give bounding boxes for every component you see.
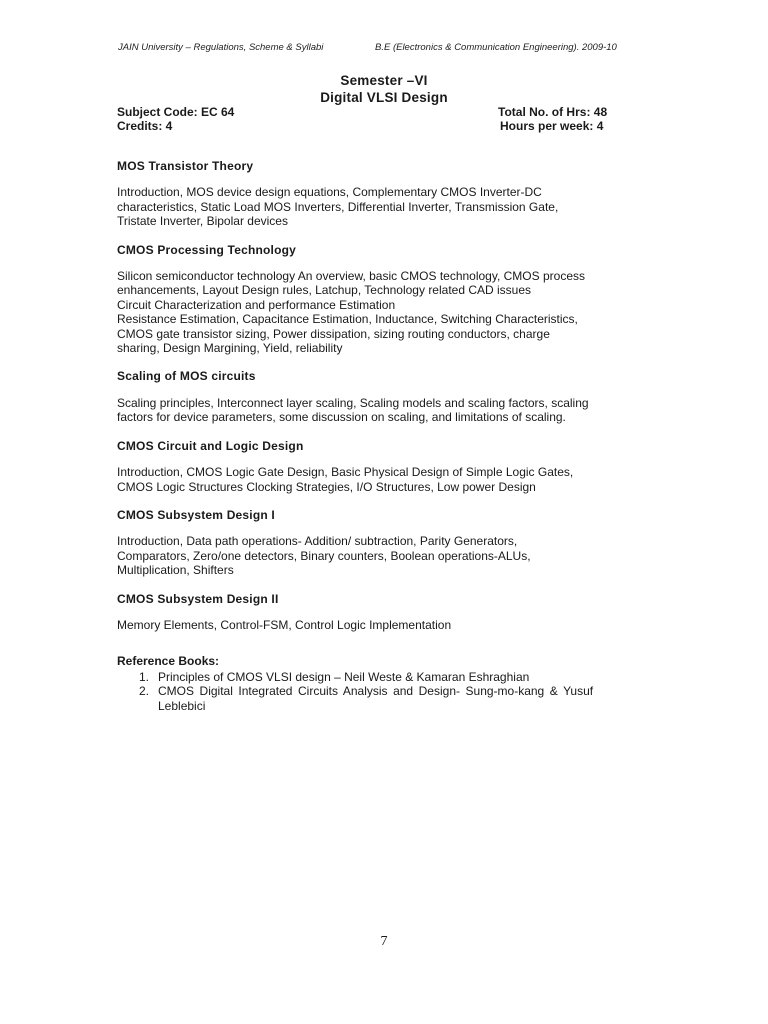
reference-number: 1.: [139, 669, 150, 684]
reference-text: Principles of CMOS VLSI design – Neil Weste & Kamaran Eshraghian: [158, 669, 530, 684]
section-body: [117, 185, 647, 228]
section-cmos-subsystem-design-2: [117, 592, 647, 633]
section-title: CMOS Circuit and Logic Design: [117, 438, 304, 453]
section-title: Scaling of MOS circuits: [117, 369, 256, 384]
reference-text-continued: Leblebici: [158, 698, 206, 713]
section-title: CMOS Subsystem Design I: [117, 507, 275, 522]
credits: Credits: 4: [117, 119, 173, 133]
section-cmos-subsystem-design-1: [117, 508, 647, 578]
section-line: Tristate Inverter, Bipolar devices: [117, 214, 288, 229]
total-hours: Total No. of Hrs: 48: [498, 105, 608, 119]
section-line: Comparators, Zero/one detectors, Binary counters, Boolean operations-ALUs,: [117, 548, 531, 563]
subject-title: Digital VLSI Design: [320, 90, 448, 105]
page-number: 7: [380, 934, 388, 949]
section-line: Resistance Estimation, Capacitance Estimation, Inductance, Switching Characteristics,: [117, 312, 578, 327]
reference-number: 2.: [139, 684, 150, 699]
reference-list: [117, 670, 647, 713]
section-line: enhancements, Layout Design rules, Latchup, Technology related CAD issues: [117, 283, 532, 298]
reference-item: [117, 684, 647, 713]
hours-per-week: Hours per week: 4: [500, 119, 604, 133]
reference-books-title: Reference Books:: [117, 654, 220, 669]
section-line: Silicon semiconductor technology An overview, basic CMOS technology, CMOS process: [117, 269, 585, 284]
section-line: CMOS Logic Structures Clocking Strategies, I/O Structures, Low power Design: [117, 479, 536, 494]
section-cmos-circuit-and-logic-design: [117, 439, 647, 494]
section-title: CMOS Processing Technology: [117, 242, 297, 257]
section-body: [117, 618, 647, 632]
section-line: sharing, Design Margining, Yield, reliability: [117, 341, 343, 356]
section-line: Multiplication, Shifters: [117, 563, 234, 578]
section-title: MOS Transistor Theory: [117, 159, 254, 173]
section-line: Memory Elements, Control-FSM, Control Logic Implementation: [117, 617, 452, 632]
running-header: [118, 42, 658, 53]
subject-code: Subject Code: EC 64: [117, 105, 235, 119]
meta-row-credits: [117, 119, 637, 134]
reference-item: [117, 670, 647, 684]
reference-text: CMOS Digital Integrated Circuits Analysis and Design- Sung-mo-kang & Yusuf: [158, 684, 594, 699]
section-cmos-processing-technology: [117, 243, 647, 356]
header-right: B.E (Electronics & Communication Engineering). 2009-10: [375, 42, 617, 53]
section-body: [117, 534, 647, 577]
section-line: Circuit Characterization and performance Estimation: [117, 297, 396, 312]
section-mos-transistor-theory: [117, 159, 647, 229]
section-line: Introduction, CMOS Logic Gate Design, Basic Physical Design of Simple Logic Gates,: [117, 465, 574, 480]
section-line: characteristics, Static Load MOS Inverters, Differential Inverter, Transmission Gate,: [117, 199, 559, 214]
section-line: Introduction, MOS device design equations, Complementary CMOS Inverter-DC: [117, 185, 542, 200]
section-line: CMOS gate transistor sizing, Power dissipation, sizing routing conductors, charge: [117, 326, 550, 341]
section-body: [117, 465, 647, 494]
section-line: Scaling principles, Interconnect layer scaling, Scaling models and scaling factors, scaling: [117, 395, 589, 410]
meta-row-code: [117, 105, 637, 120]
section-title: CMOS Subsystem Design II: [117, 591, 279, 606]
section-line: factors for device parameters, some discussion on scaling, and limitations of scaling.: [117, 410, 566, 425]
section-scaling-of-mos-circuits: [117, 369, 647, 424]
section-body: [117, 396, 647, 425]
title-block: [0, 72, 768, 106]
header-left: JAIN University – Regulations, Scheme & Syllabi: [118, 42, 324, 53]
semester-title: Semester –VI: [340, 73, 428, 88]
section-body: [117, 269, 647, 355]
section-line: Introduction, Data path operations- Addition/ subtraction, Parity Generators,: [117, 534, 518, 549]
syllabus-content: [117, 159, 647, 713]
